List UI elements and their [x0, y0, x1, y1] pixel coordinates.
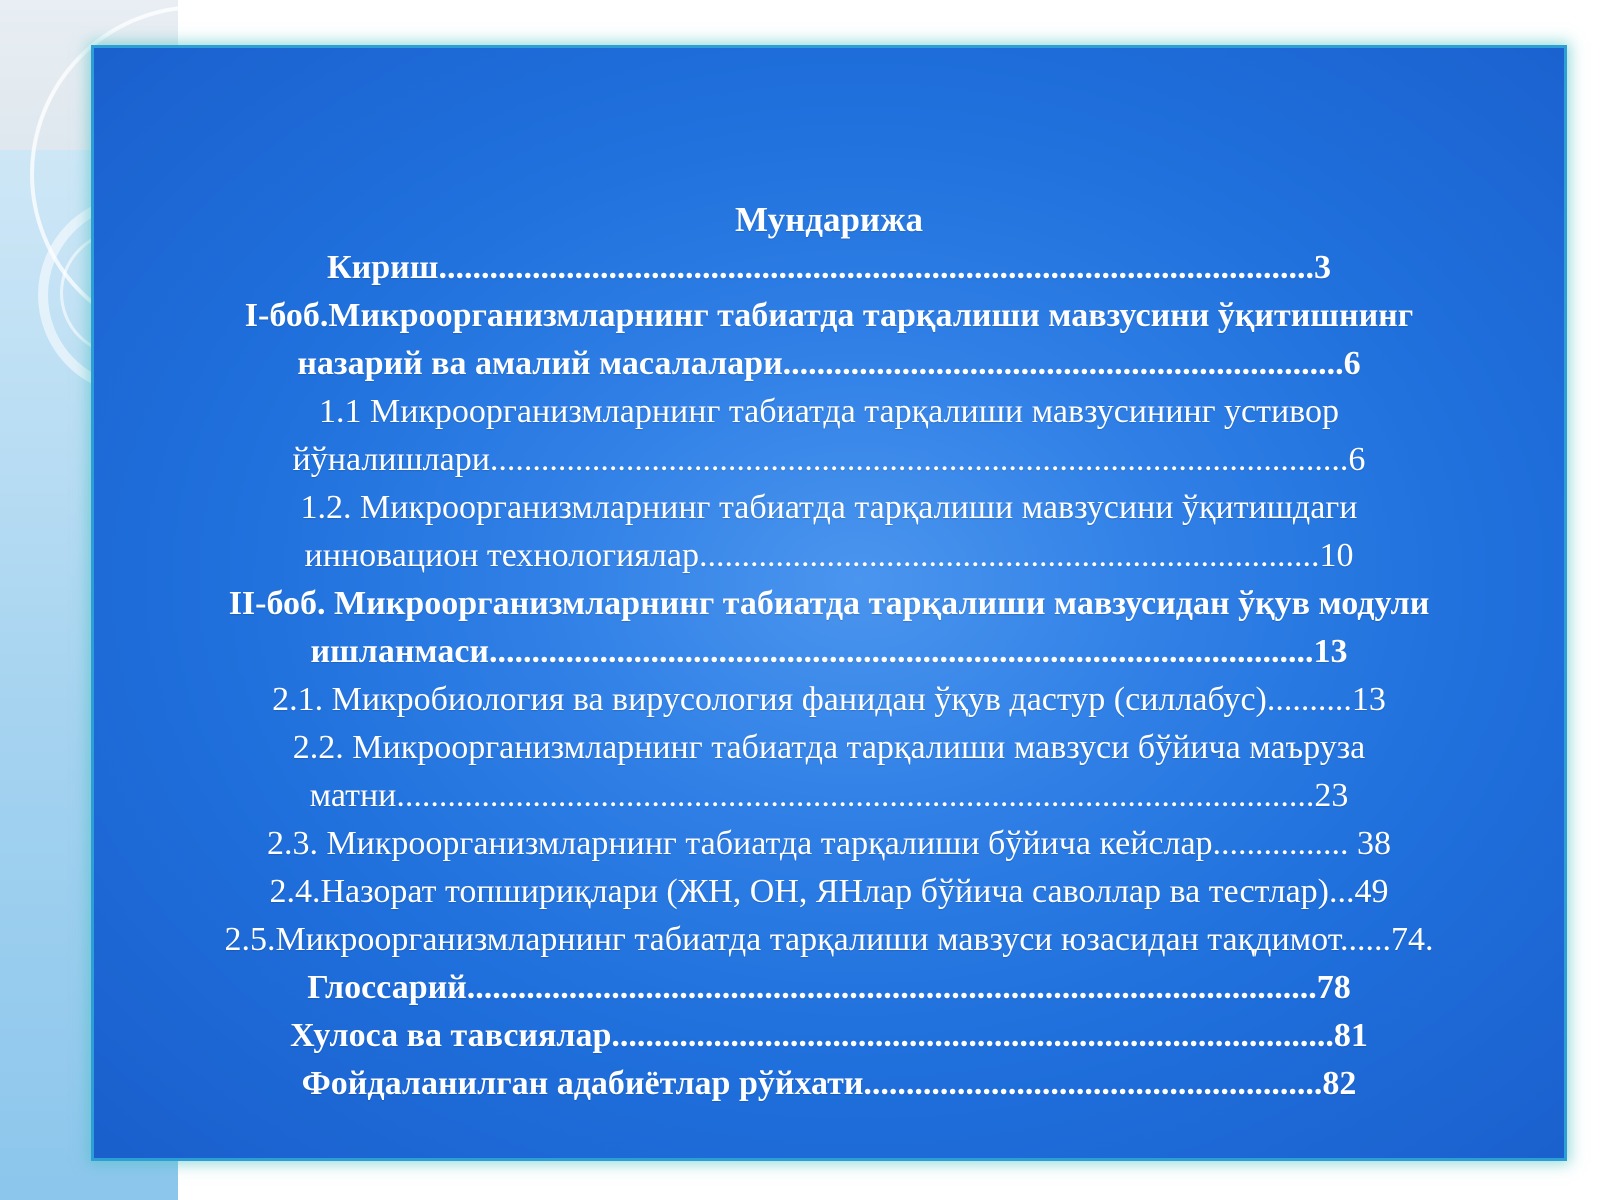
- toc-entry: 2.5.Микроорганизмларнинг табиатда тарқалиши мавзуси юзасидан тақдимот......74.: [224, 921, 1434, 958]
- toc-entry: 2.2. Микроорганизмларнинг табиатда тарқалиши мавзуси бўйича маъруза: [292, 729, 1366, 766]
- toc-entry: I-боб.Микроорганизмларнинг табиатда тарқалиши мавзусини ўқитишнинг: [244, 297, 1414, 334]
- toc-entry: инновацион технологиялар.........................................................................10: [304, 537, 1354, 574]
- toc-title: Мундарижа: [735, 200, 923, 239]
- toc-lines: [94, 244, 1564, 1108]
- toc-entry: 1.2. Микроорганизмларнинг табиатда тарқалиши мавзусини ўқитишдаги: [300, 489, 1358, 526]
- toc-entry: назарий ва амалий масалалари..................................................................6: [297, 345, 1361, 382]
- toc-entry: йўналишлари.....................................................................................................6: [292, 441, 1366, 478]
- toc-entry: 2.4.Назорат топшириқлари (ЖН, ОН, ЯНлар бўйича саволлар ва тестлар)...49: [269, 873, 1389, 910]
- toc-entry: Глоссарий....................................................................................................78: [307, 969, 1351, 1006]
- toc-entry: 2.3. Микроорганизмларнинг табиатда тарқалиши бўйича кейслар................ 38: [266, 825, 1392, 862]
- content-panel: [94, 48, 1564, 1158]
- table-of-contents: [94, 196, 1564, 1108]
- toc-entry: Кириш.......................................................................................................3: [327, 249, 1331, 286]
- toc-entry: матни............................................................................................................23: [309, 777, 1349, 814]
- toc-entry: 2.1. Микробиология ва вирусология фанидан ўқув дастур (силлабус)..........13: [272, 681, 1386, 718]
- toc-entry: II-боб. Микроорганизмларнинг табиатда тарқалиши мавзусидан ўқув модули: [228, 585, 1430, 622]
- toc-entry: Фойдаланилган адабиётлар рўйхати......................................................82: [301, 1065, 1357, 1102]
- toc-entry: Хулоса ва тавсиялар.....................................................................................81: [290, 1017, 1368, 1054]
- toc-entry: ишланмаси.................................................................................................13: [310, 633, 1348, 670]
- toc-entry: 1.1 Микроорганизмларнинг табиатда тарқалиши мавзусининг устивор: [318, 393, 1340, 430]
